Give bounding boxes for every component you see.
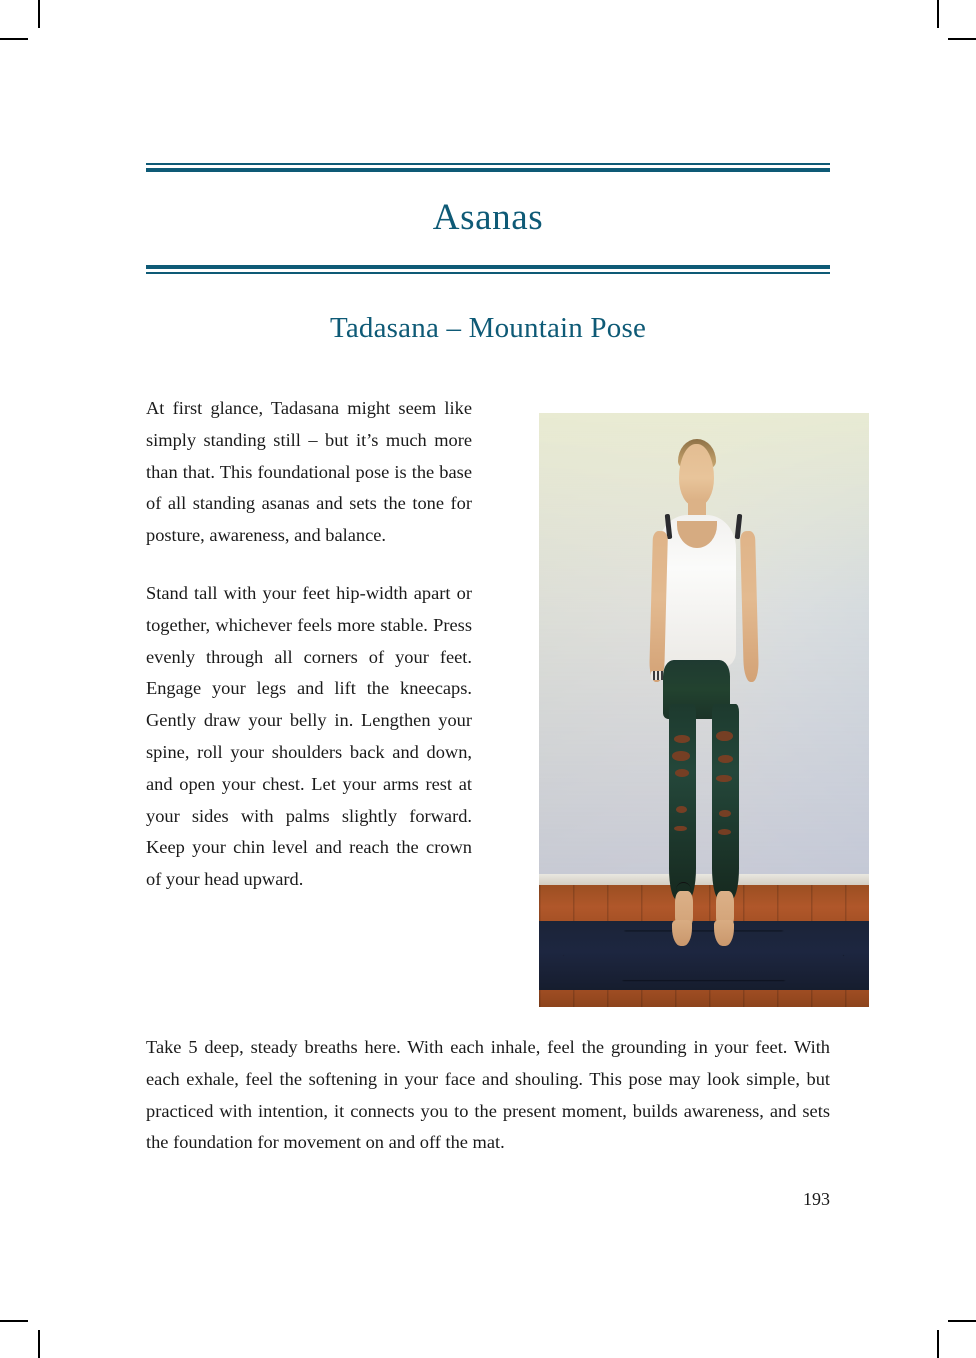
photo-figure (539, 413, 869, 1007)
crop-mark-top-right-horizontal (948, 38, 976, 40)
chapter-title: Asanas (432, 196, 544, 238)
crop-mark-bottom-right-vertical (937, 1330, 939, 1358)
chapter-header (146, 163, 830, 274)
page-number: 193 (803, 1189, 830, 1209)
crop-mark-bottom-left-vertical (38, 1330, 40, 1358)
legging-slash (716, 775, 732, 783)
body-paragraph-1: At first glance, Tadasana might seem like simply standing still – but it’s much more than that. This foundational pose is the base of all standing asanas and sets the tone for posture, awareness, and balance. (146, 398, 472, 546)
figure-foot-right (714, 920, 734, 946)
legging-slash (674, 735, 690, 743)
page-content (146, 0, 830, 1358)
legging-slash (674, 826, 686, 832)
legging-slash (675, 769, 689, 777)
crop-mark-top-left-vertical (38, 0, 40, 28)
legging-slash (676, 806, 687, 813)
body-paragraph-3: Take 5 deep, steady breaths here. With each inhale, feel the grounding in your feet. With each exhale, feel the softening in your face and shouling. This pose may look simple, but practiced with intention, it connects you to the present moment, builds awareness, and sets the foundation for movement on and off the mat. (146, 1037, 830, 1153)
photo-scene (539, 413, 869, 1007)
body-paragraph-2: Stand tall with your feet hip-width apart or together, whichever feels more stable. Press evenly through all corners of your feet. Engage your legs and lift the kneecaps. Gently draw your belly in. Lengthen your spine, roll your shoulders back and down, and open your chest. Let your arms rest at your sides with palms slightly forward. Keep your chin level and reach the crown of your head upward. (146, 582, 472, 890)
legging-slash (718, 829, 731, 835)
figure-arm-right (740, 530, 758, 681)
crop-mark-bottom-left-horizontal (0, 1320, 28, 1322)
figure-leg-right (712, 704, 739, 900)
figure-leg-left (669, 704, 696, 900)
chapter-rule-bottom-thin (146, 272, 830, 274)
legging-slash (718, 755, 733, 763)
body-text-column (146, 393, 472, 896)
figure-head (679, 444, 714, 506)
crop-mark-top-right-vertical (937, 0, 939, 28)
pose-photograph (539, 413, 869, 1007)
legging-slash (716, 731, 733, 741)
crop-mark-top-left-horizontal (0, 38, 28, 40)
legging-slash (719, 810, 730, 817)
legging-slash (672, 751, 690, 761)
crop-mark-bottom-right-horizontal (948, 1320, 976, 1322)
figure-foot-left (672, 920, 692, 946)
pose-title: Tadasana – Mountain Pose (329, 312, 647, 344)
